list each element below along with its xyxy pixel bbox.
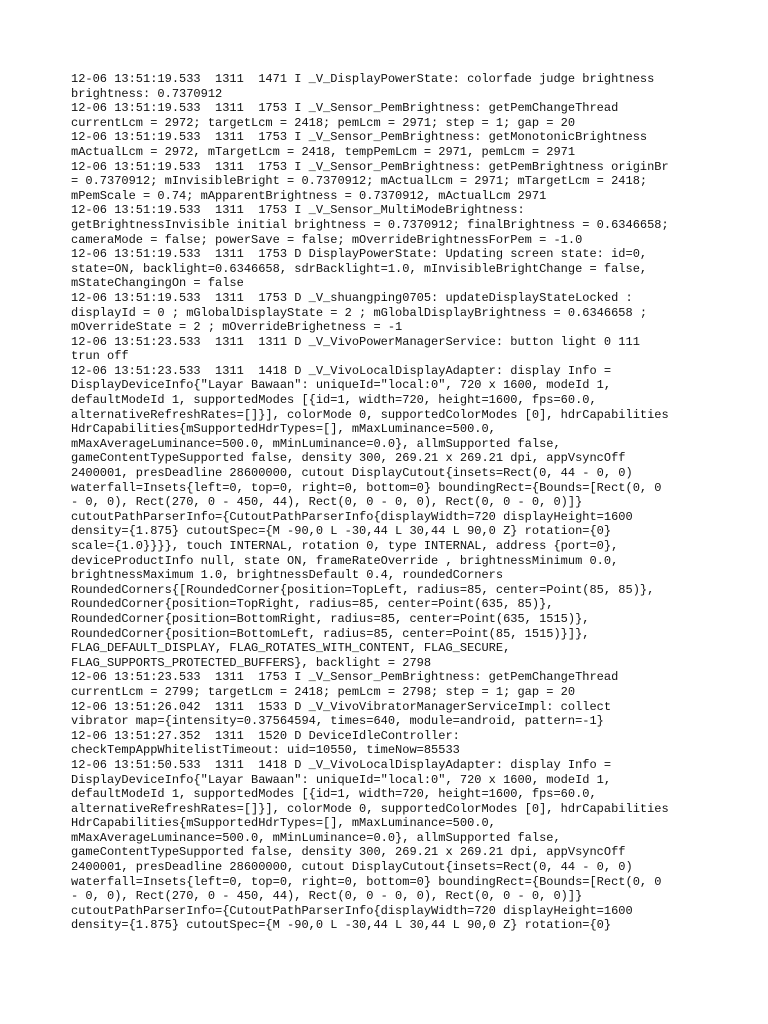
- log-line: alternativeRefreshRates=[]}], colorMode 0, supportedColorModes [0], hdrCapabilities: [71, 407, 669, 422]
- log-line: mOverrideState = 2 ; mOverrideBrighetness = -1: [71, 320, 403, 335]
- log-line: HdrCapabilities{mSupportedHdrTypes=[], mMaxLuminance=500.0,: [71, 422, 496, 437]
- log-line: currentLcm = 2799; targetLcm = 2418; pemLcm = 2798; step = 1; gap = 20: [71, 684, 576, 699]
- log-line: RoundedCorner{position=BottomRight, radius=85, center=Point(635, 1515)},: [71, 611, 590, 626]
- log-line: HdrCapabilities{mSupportedHdrTypes=[], mMaxLuminance=500.0,: [71, 816, 496, 831]
- log-line: 2400001, presDeadline 28600000, cutout DisplayCutout{insets=Rect(0, 44 - 0, 0): [71, 466, 633, 481]
- log-line: cameraMode = false; powerSave = false; mOverrideBrightnessForPem = -1.0: [71, 232, 583, 247]
- log-line: gameContentTypeSupported false, density 300, 269.21 x 269.21 dpi, appVsyncOff: [71, 845, 626, 860]
- log-line: DisplayDeviceInfo{"Layar Bawaan": uniqueId="local:0", 720 x 1600, modeId 1,: [71, 772, 612, 787]
- log-line: 12-06 13:51:19.533 1311 1471 I _V_DisplayPowerState: colorfade judge brightness: [71, 72, 655, 86]
- log-line: waterfall=Insets{left=0, top=0, right=0, bottom=0} boundingRect={Bounds=[Rect(0, 0: [71, 480, 662, 495]
- log-line: 12-06 13:51:27.352 1311 1520 D DeviceIdleController:: [71, 728, 460, 743]
- log-line: alternativeRefreshRates=[]}], colorMode 0, supportedColorModes [0], hdrCapabilities: [71, 801, 669, 816]
- log-document: [71, 72, 701, 933]
- log-line: scale={1.0}}}}, touch INTERNAL, rotation 0, type INTERNAL, address {port=0},: [71, 539, 619, 553]
- log-line: = 0.7370912; mInvisibleBright = 0.7370912; mActualLcm = 2971; mTargetLcm = 2418;: [71, 174, 648, 189]
- log-line: checkTempAppWhitelistTimeout: uid=10550, timeNow=85533: [71, 743, 460, 758]
- log-line: FLAG_DEFAULT_DISPLAY, FLAG_ROTATES_WITH_CONTENT, FLAG_SECURE,: [71, 641, 511, 656]
- log-line: 12-06 13:51:50.533 1311 1418 D _V_VivoLocalDisplayAdapter: display Info =: [71, 757, 612, 772]
- log-line: 12-06 13:51:23.533 1311 1418 D _V_VivoLocalDisplayAdapter: display Info =: [71, 363, 612, 378]
- log-line: mPemScale = 0.74; mApparentBrightness = 0.7370912, mActualLcm 2971: [71, 188, 547, 203]
- log-line: 12-06 13:51:19.533 1311 1753 I _V_Sensor_PemBrightness: getPemChangeThread: [71, 101, 619, 116]
- log-line: FLAG_SUPPORTS_PROTECTED_BUFFERS}, backlight = 2798: [71, 655, 432, 670]
- log-line: - 0, 0), Rect(270, 0 - 450, 44), Rect(0, 0 - 0, 0), Rect(0, 0 - 0, 0)]}: [71, 889, 583, 904]
- log-line: defaultModeId 1, supportedModes [{id=1, width=720, height=1600, fps=60.0,: [71, 393, 597, 408]
- log-line: gameContentTypeSupported false, density 300, 269.21 x 269.21 dpi, appVsyncOff: [71, 451, 626, 466]
- log-line: state=ON, backlight=0.6346658, sdrBacklight=1.0, mInvisibleBrightChange = false,: [71, 261, 648, 276]
- log-line: mStateChangingOn = false: [71, 276, 244, 291]
- log-line: RoundedCorner{position=BottomLeft, radius=85, center=Point(85, 1515)}]},: [71, 626, 590, 641]
- log-line: brightnessMaximum 1.0, brightnessDefault 0.4, roundedCorners: [71, 568, 504, 583]
- log-line: waterfall=Insets{left=0, top=0, right=0, bottom=0} boundingRect={Bounds=[Rect(0, 0: [71, 874, 662, 889]
- log-line: displayId = 0 ; mGlobalDisplayState = 2 ; mGlobalDisplayBrightness = 0.6346658 ;: [71, 305, 648, 320]
- log-line: trun off: [71, 349, 129, 364]
- log-line: getBrightnessInvisible initial brightness = 0.7370912; finalBrightness = 0.6346658;: [71, 217, 669, 232]
- log-line: 12-06 13:51:19.533 1311 1753 D DisplayPowerState: Updating screen state: id=0,: [71, 247, 648, 262]
- log-line: 12-06 13:51:23.533 1311 1753 I _V_Sensor_PemBrightness: getPemChangeThread: [71, 670, 619, 685]
- log-line: cutoutPathParserInfo={CutoutPathParserInfo{displayWidth=720 displayHeight=1600: [71, 509, 633, 524]
- log-line: cutoutPathParserInfo={CutoutPathParserInfo{displayWidth=720 displayHeight=1600: [71, 903, 633, 918]
- log-line: 12-06 13:51:19.533 1311 1753 I _V_Sensor_MultiModeBrightness:: [71, 203, 525, 218]
- log-line: DisplayDeviceInfo{"Layar Bawaan": uniqueId="local:0", 720 x 1600, modeId 1,: [71, 378, 612, 393]
- log-line: density={1.875} cutoutSpec={M -90,0 L -30,44 L 30,44 L 90,0 Z} rotation={0}: [71, 918, 612, 933]
- log-line: deviceProductInfo null, state ON, frameRateOverride , brightnessMinimum 0.0,: [71, 553, 619, 568]
- log-line: 12-06 13:51:26.042 1311 1533 D _V_VivoVibratorManagerServiceImpl: collect: [71, 699, 612, 714]
- log-line: defaultModeId 1, supportedModes [{id=1, width=720, height=1600, fps=60.0,: [71, 787, 597, 802]
- log-line: brightness: 0.7370912: [71, 86, 223, 101]
- log-line: currentLcm = 2972; targetLcm = 2418; pemLcm = 2971; step = 1; gap = 20: [71, 115, 576, 130]
- log-line: 12-06 13:51:19.533 1311 1753 I _V_Sensor_PemBrightness: getPemBrightness originBr: [71, 159, 669, 174]
- log-line: - 0, 0), Rect(270, 0 - 450, 44), Rect(0, 0 - 0, 0), Rect(0, 0 - 0, 0)]}: [71, 495, 583, 510]
- log-line: mActualLcm = 2972, mTargetLcm = 2418, tempPemLcm = 2971, pemLcm = 2971: [71, 144, 576, 159]
- log-line: 12-06 13:51:19.533 1311 1753 D _V_shuangping0705: updateDisplayStateLocked :: [71, 290, 633, 305]
- log-line: RoundedCorner{position=TopRight, radius=85, center=Point(635, 85)},: [71, 597, 554, 612]
- log-line: density={1.875} cutoutSpec={M -90,0 L -30,44 L 30,44 L 90,0 Z} rotation={0}: [71, 524, 612, 539]
- log-line: mMaxAverageLuminance=500.0, mMinLuminance=0.0}, allmSupported false,: [71, 436, 561, 451]
- log-line: RoundedCorners{[RoundedCorner{position=TopLeft, radius=85, center=Point(85, 85)},: [71, 582, 655, 597]
- log-line: 12-06 13:51:23.533 1311 1311 D _V_VivoPowerManagerService: button light 0 111: [71, 334, 640, 349]
- log-line: 12-06 13:51:19.533 1311 1753 I _V_Sensor_PemBrightness: getMonotonicBrightness: [71, 130, 648, 145]
- log-line: mMaxAverageLuminance=500.0, mMinLuminance=0.0}, allmSupported false,: [71, 830, 561, 845]
- log-line: 2400001, presDeadline 28600000, cutout DisplayCutout{insets=Rect(0, 44 - 0, 0): [71, 860, 633, 875]
- log-line: vibrator map={intensity=0.37564594, times=640, module=android, pattern=-1}: [71, 714, 604, 729]
